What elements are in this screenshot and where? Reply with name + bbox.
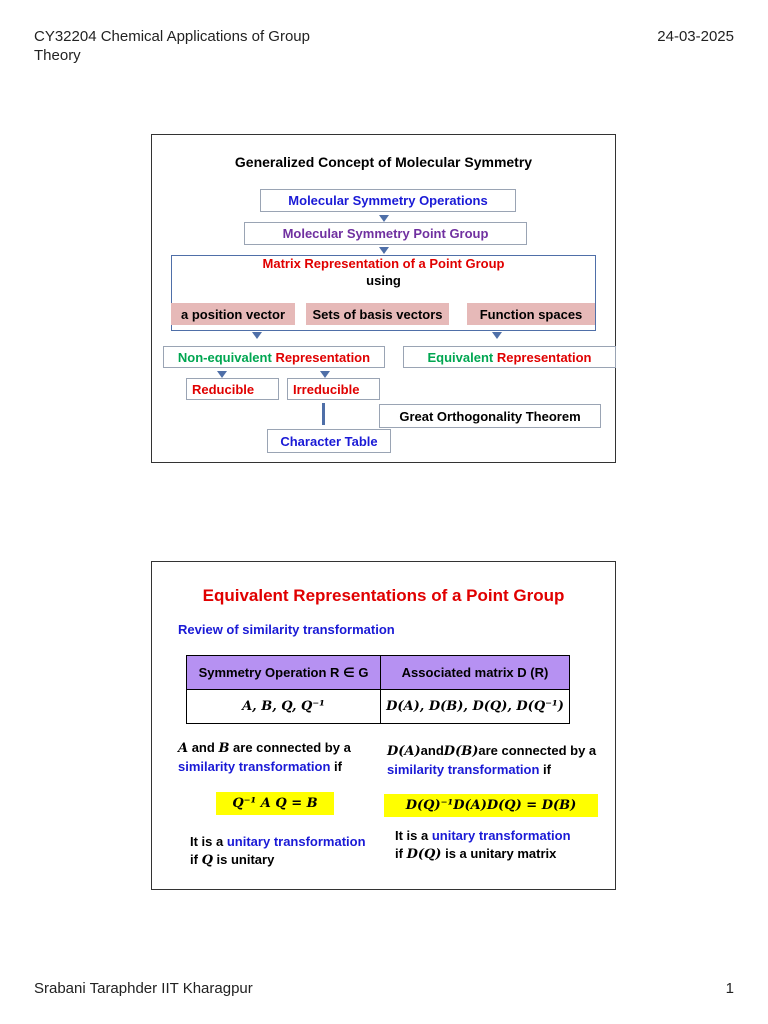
symbol-b: B <box>218 741 230 756</box>
nonequivalent-representation-label: Representation <box>275 349 371 365</box>
right-unitary-text <box>395 827 610 864</box>
unitary-suffix: is a unitary matrix <box>441 846 557 861</box>
and-label: and <box>188 740 219 755</box>
arrow-down-icon <box>379 215 389 222</box>
symbol-q: Q <box>201 853 213 868</box>
course-title <box>34 27 310 65</box>
unitary-prefix: It is a <box>190 834 227 849</box>
equivalent-representation-box <box>403 346 616 368</box>
point-group-box: Molecular Symmetry Point Group <box>244 222 527 245</box>
left-connected-text <box>178 739 368 776</box>
basis-position-vector: a position vector <box>171 303 295 325</box>
table-cell-matrices: D(A), D(B), D(Q), D(Q⁻¹) <box>381 690 570 724</box>
symbol-db: D(B) <box>443 744 479 759</box>
course-title-line2: Theory <box>34 47 81 64</box>
slide-molecular-symmetry <box>151 134 616 463</box>
footer-author: Srabani Taraphder IIT Kharagpur <box>34 980 253 997</box>
nonequivalent-representation-box <box>163 346 385 368</box>
symmetry-operations-box: Molecular Symmetry Operations <box>260 189 516 212</box>
page-number: 1 <box>725 980 734 997</box>
course-title-line1: CY32204 Chemical Applications of Group <box>34 28 310 45</box>
using-label: using <box>366 273 401 288</box>
right-equation: D(Q)⁻¹D(A)D(Q) = D(B) <box>384 794 598 817</box>
slide2-title: Equivalent Representations of a Point Group <box>202 586 565 605</box>
equivalent-representation-label: Representation <box>496 349 592 365</box>
arrow-down-icon <box>492 332 502 339</box>
if-label: if <box>539 762 551 777</box>
symbol-a: A <box>178 741 189 756</box>
table-header-associated-matrix: Associated matrix D (R) <box>381 656 570 690</box>
arrow-down-icon <box>322 403 325 425</box>
irreducible-box: Irreducible <box>287 378 380 400</box>
matrix-representation-label: Matrix Representation of a Point Group <box>262 256 505 271</box>
header-date: 24-03-2025 <box>657 28 734 45</box>
connected-label: are connected by a <box>478 743 597 758</box>
reducible-box: Reducible <box>186 378 279 400</box>
table-cell-operations: A, B, Q, Q⁻¹ <box>187 690 381 724</box>
symbol-da: D(A) <box>387 744 421 759</box>
slide-equivalent-representations <box>151 561 616 890</box>
character-table-box: Character Table <box>267 429 391 453</box>
arrow-down-icon <box>320 371 330 378</box>
unitary-if: if <box>395 846 407 861</box>
arrow-down-icon <box>379 247 389 254</box>
symbol-dq: D(Q) <box>406 847 442 862</box>
left-unitary-text <box>190 833 380 870</box>
if-label: if <box>330 759 342 774</box>
similarity-table <box>186 655 570 724</box>
arrow-down-icon <box>217 371 227 378</box>
unitary-suffix: is unitary <box>212 852 275 867</box>
unitary-if: if <box>190 852 202 867</box>
table-header-symmetry-operation: Symmetry Operation R ∈ G <box>187 656 381 690</box>
unitary-prefix: It is a <box>395 828 432 843</box>
similarity-review-subtitle: Review of similarity transformation <box>178 622 395 637</box>
left-equation: Q⁻¹ A Q = B <box>216 792 334 815</box>
unitary-transformation-label: unitary transformation <box>226 834 366 849</box>
basis-sets-of-vectors: Sets of basis vectors <box>306 303 449 325</box>
right-connected-text <box>387 742 612 779</box>
arrow-down-icon <box>252 332 262 339</box>
equivalent-label: Equivalent <box>427 349 494 365</box>
basis-function-spaces: Function spaces <box>467 303 595 325</box>
and-label: and <box>420 743 444 758</box>
similarity-transformation-label: similarity transformation <box>387 762 540 777</box>
slide1-title: Generalized Concept of Molecular Symmetry <box>234 154 533 170</box>
connected-label: are connected by a <box>229 740 351 755</box>
unitary-transformation-label: unitary transformation <box>431 828 571 843</box>
similarity-transformation-label: similarity transformation <box>178 759 331 774</box>
great-orthogonality-theorem-box: Great Orthogonality Theorem <box>379 404 601 428</box>
nonequivalent-label: Non-equivalent <box>177 349 272 365</box>
